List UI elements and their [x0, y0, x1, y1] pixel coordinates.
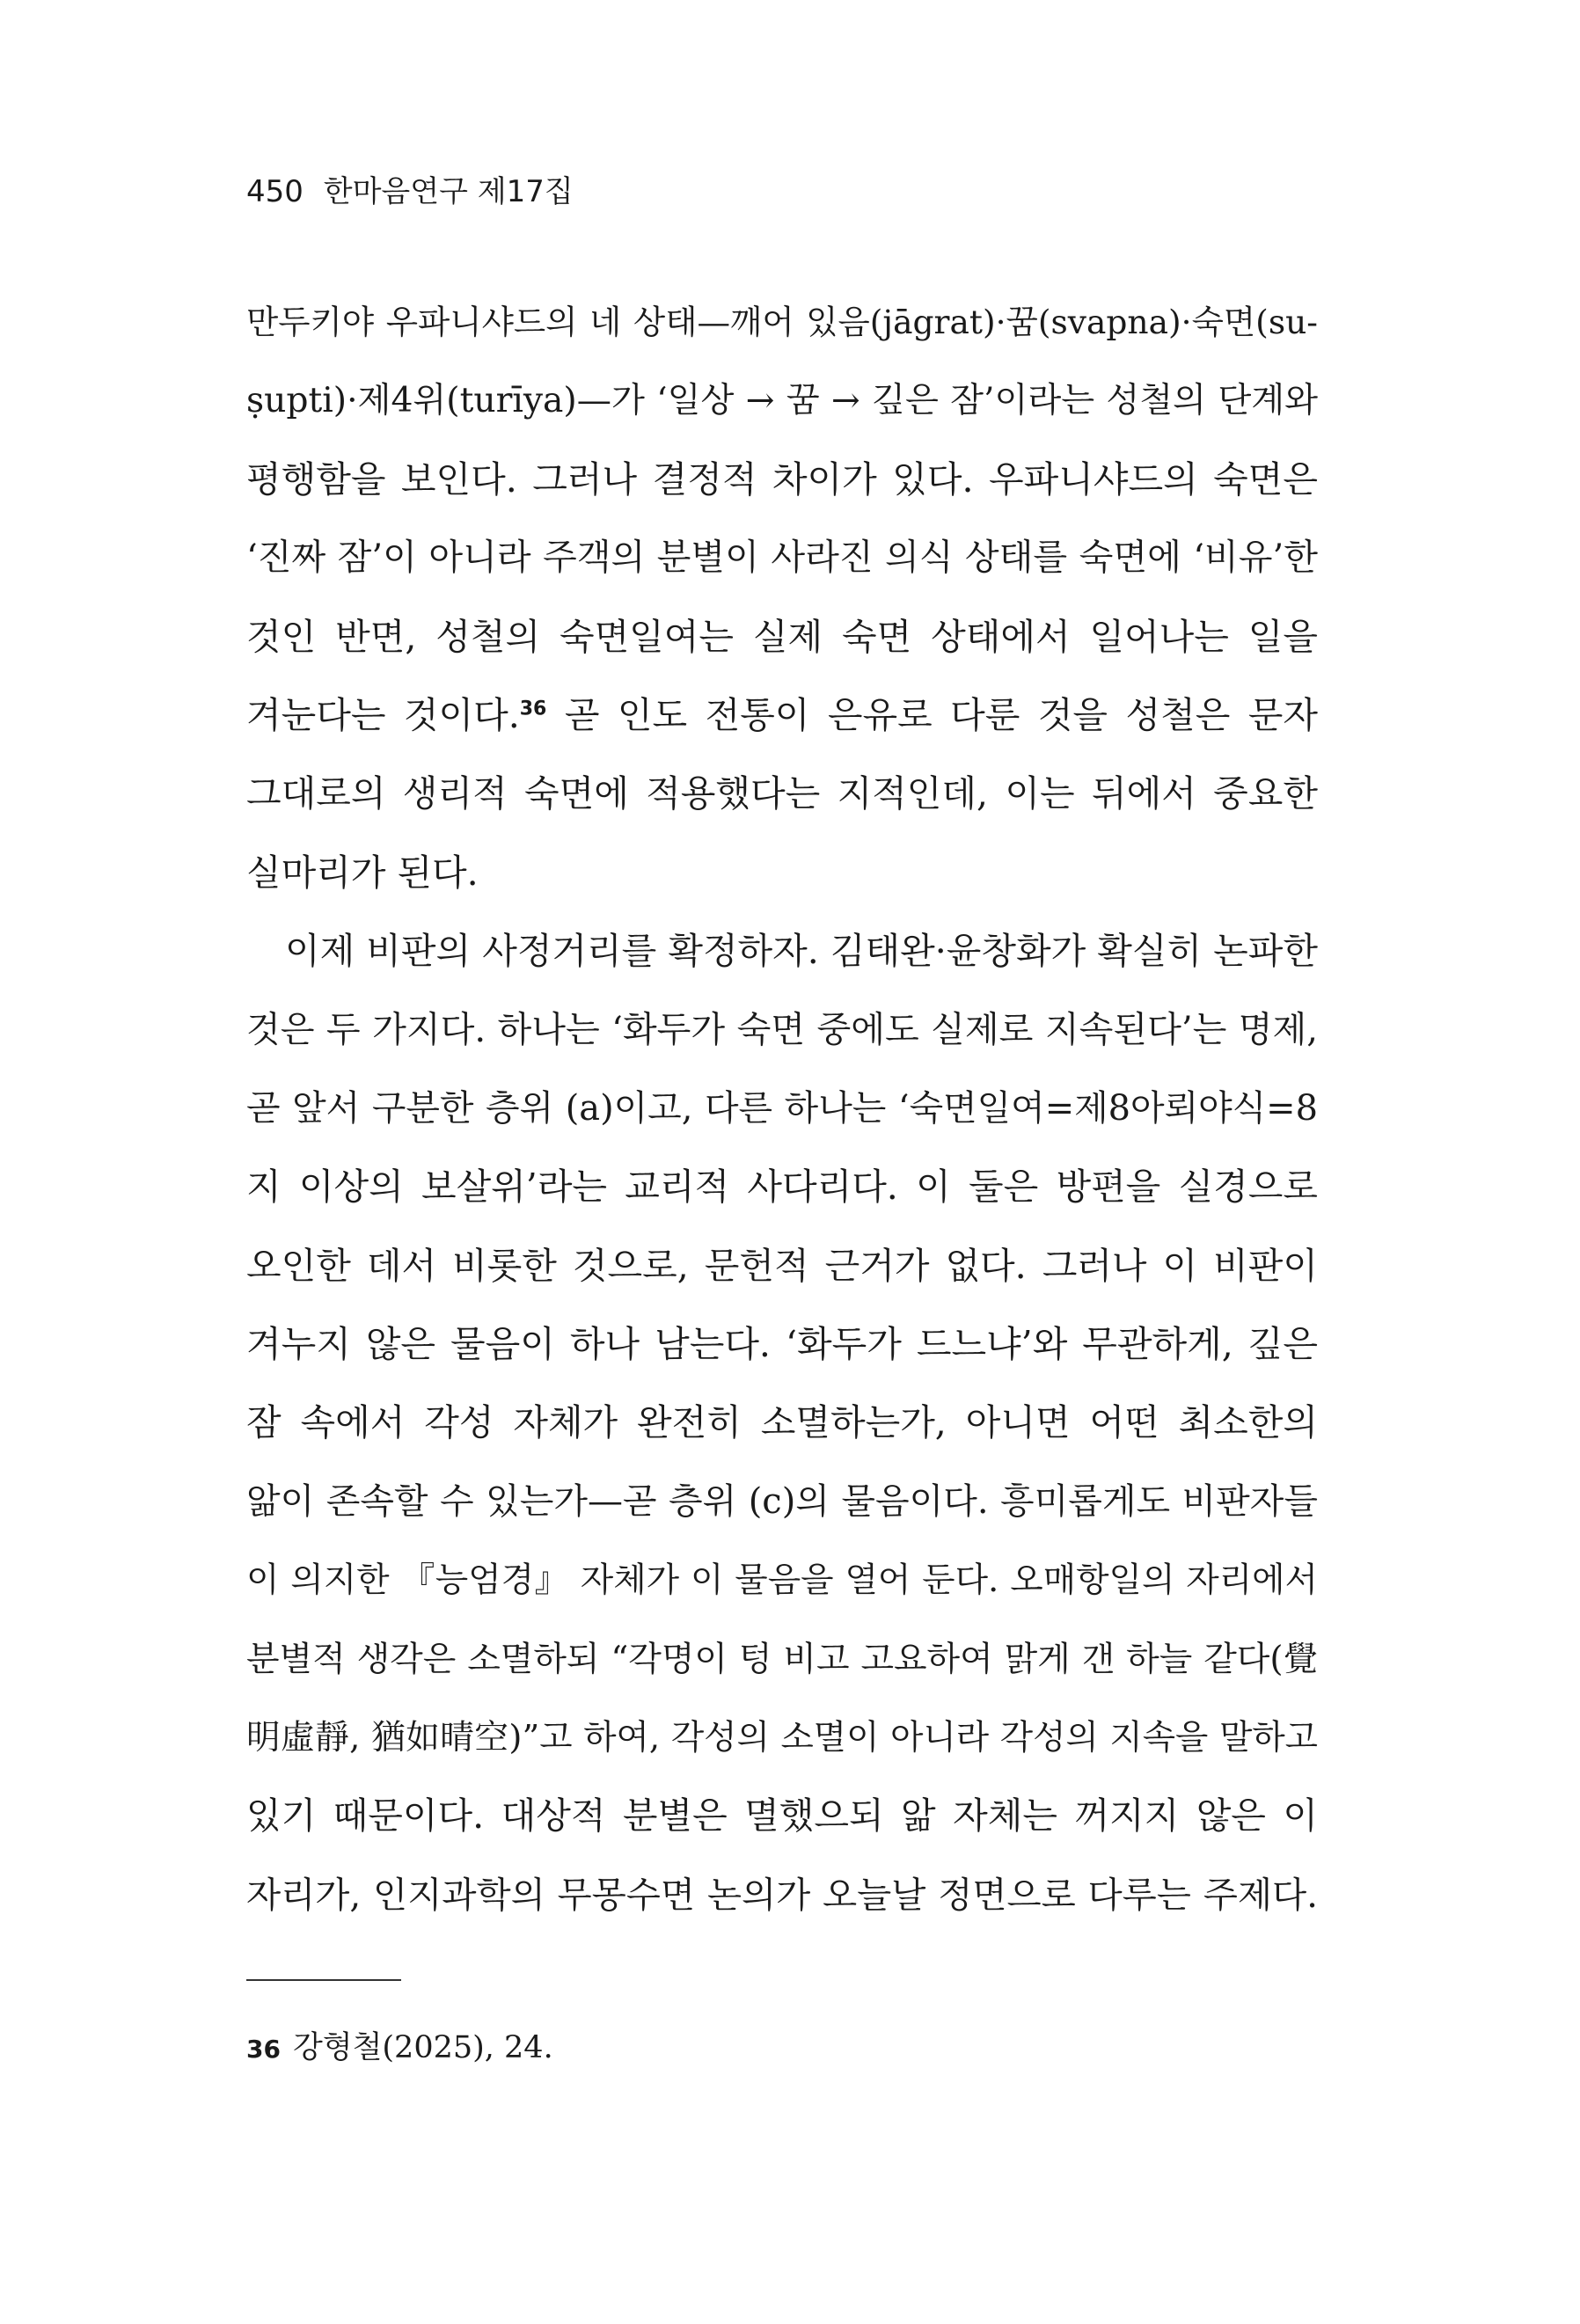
page-number: 450 — [246, 174, 304, 209]
footnote-divider — [246, 1979, 401, 1981]
text-line: 것은 두 가지다. 하나는 ‘화두가 숙면 중에도 실제로 지속된다’는 명제, — [246, 1009, 1318, 1050]
text-line: 자리가, 인지과학의 무몽수면 논의가 오늘날 정면으로 다루는 주제다. — [246, 1873, 1318, 1916]
text-line: 실마리가 된다. — [246, 851, 479, 894]
text-line: 오인한 데서 비롯한 것으로, 문헌적 근거가 없다. 그러나 이 비판이 — [246, 1244, 1318, 1287]
text-line: 지 이상의 보살위’라는 교리적 사다리다. 이 둘은 방편을 실경으로 — [246, 1166, 1318, 1209]
journal-title: 한마음연구 제17집 — [323, 174, 574, 209]
body-text — [246, 283, 1318, 1934]
footnote-text: 강형철(2025), 24. — [292, 2030, 553, 2065]
text-line: 있기 때문이다. 대상적 분별은 멸했으되 앎 자체는 꺼지지 않은 이 — [246, 1794, 1318, 1838]
footnote — [246, 2023, 553, 2067]
text-segment: 곧 인도 전통이 은유로 다룬 것을 성철은 문자 — [564, 693, 1318, 736]
text-line: 평행함을 보인다. 그러나 결정적 차이가 있다. 우파니샤드의 숙면은 — [246, 457, 1318, 501]
running-header — [246, 167, 574, 210]
text-line: 앎이 존속할 수 있는가—곧 층위 (c)의 물음이다. 흥미롭게도 비판자들 — [246, 1480, 1318, 1522]
footnote-number: 36 — [246, 2035, 281, 2064]
text-line: 겨누지 않은 물음이 하나 남는다. ‘화두가 드느냐’와 무관하게, 깊은 — [246, 1323, 1318, 1366]
text-line: 이 의지한 『능엄경』 자체가 이 물음을 열어 둔다. 오매항일의 자리에서 — [246, 1560, 1318, 1601]
text-line: 明虛靜, 猶如晴空)”고 하여, 각성의 소멸이 아니라 각성의 지속을 말하고 — [246, 1718, 1318, 1758]
text-line: 것인 반면, 성철의 숙면일여는 실제 숙면 상태에서 일어나는 일을 — [246, 615, 1318, 658]
text-line: ṣupti)·제4위(turīya)—가 ‘일상 → 꿈 → 깊은 잠’이라는 성철의 단계와 — [246, 381, 1318, 421]
text-segment: 겨눈다는 것이다. — [246, 693, 520, 736]
text-line: 분별적 생각은 소멸하되 “각명이 텅 비고 고요하여 맑게 갠 하늘 같다(覺 — [246, 1639, 1318, 1679]
text-line: 그대로의 생리적 숙면에 적용했다는 지적인데, 이는 뒤에서 중요한 — [246, 772, 1318, 815]
text-line: 잠 속에서 각성 자체가 완전히 소멸하는가, 아니면 어떤 최소한의 — [246, 1401, 1318, 1444]
text-line: 곧 앞서 구분한 층위 (a)이고, 다른 하나는 ‘숙면일여=제8아뢰야식=8 — [246, 1087, 1318, 1129]
text-line: 만두키야 우파니샤드의 네 상태—깨어 있음(jāgrat)·꿈(svapna)·숙면(su- — [246, 303, 1318, 341]
footnote-reference: 36 — [519, 698, 547, 720]
text-line-with-footnote — [246, 676, 1318, 755]
text-line: ‘진짜 잠’이 아니라 주객의 분별이 사라진 의식 상태를 숙면에 ‘비유’한 — [246, 537, 1318, 579]
text-line: 이제 비판의 사정거리를 확정하자. 김태완·윤창화가 확실히 논파한 — [285, 930, 1318, 973]
